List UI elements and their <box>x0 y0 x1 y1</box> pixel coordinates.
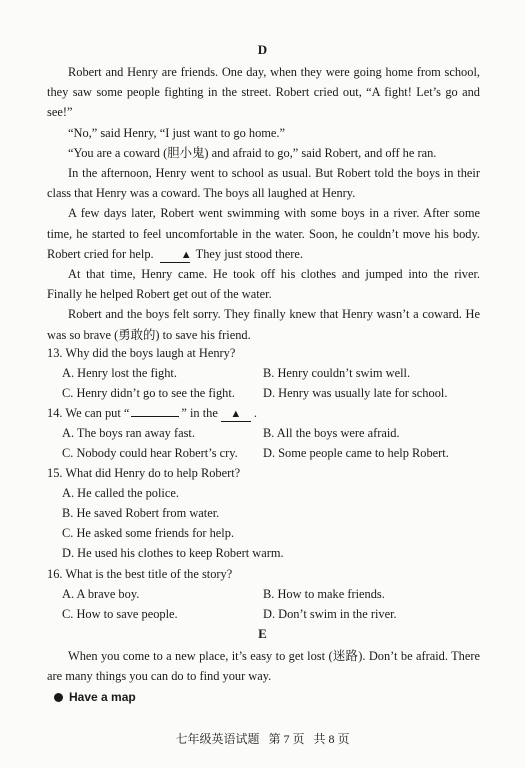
blank-marker: ▲ <box>160 248 190 263</box>
question-14-stem-start: 14. We can put “ <box>47 406 130 420</box>
answer-blank <box>131 404 179 417</box>
page-footer <box>0 730 525 747</box>
question-15-stem: 15. What did Henry do to help Robert? <box>47 466 241 480</box>
question-13-option-c[interactable]: C. Henry didn’t go to see the fight. <box>62 386 235 400</box>
section-e-title: E <box>258 626 267 641</box>
footer-total-pages: 共 8 页 <box>313 732 350 746</box>
passage-d-paragraph-4: In the afternoon, Henry went to school as usual. But Robert told the boys in their class that Henry was a coward. The boys all laughed at Henry. <box>47 166 480 201</box>
passage-d-paragraph-5-text: A few days later, Robert went swimming with some boys in a river. After some time, he started to feel uncomfortable in the water. Soon, he couldn’t move his body. Robert cried for help. <box>47 206 480 261</box>
passage-d-paragraph-1: Robert and Henry are friends. One day, when they were going home from school, they saw some people fighting in the street. Robert cried out, “A fight! Let’s go and see!” <box>47 65 480 120</box>
question-13-option-d[interactable]: D. Henry was usually late for school. <box>263 386 448 400</box>
blank-marker: ▲ <box>221 407 251 422</box>
question-14-option-b[interactable]: B. All the boys were afraid. <box>263 426 400 440</box>
question-14-option-d[interactable]: D. Some people came to help Robert. <box>263 446 449 460</box>
passage-d-paragraph-5 <box>47 203 480 264</box>
question-14-option-c[interactable]: C. Nobody could hear Robert’s cry. <box>62 446 238 460</box>
question-14-stem <box>47 403 487 423</box>
passage-e-intro: When you come to a new place, it’s easy to get lost (迷路). Don’t be afraid. There are many things you can do to find your way. <box>47 649 480 684</box>
question-16-option-b[interactable]: B. How to make friends. <box>263 587 385 601</box>
question-13-option-b[interactable]: B. Henry couldn’t swim well. <box>263 366 411 380</box>
question-15-option-b[interactable]: B. He saved Robert from water. <box>62 506 220 520</box>
question-13-stem: 13. Why did the boys laugh at Henry? <box>47 346 236 360</box>
passage-d-paragraph-6: At that time, Henry came. He took off his clothes and jumped into the river. Finally he helped Robert get out of the water. <box>47 267 480 302</box>
question-15-option-d[interactable]: D. He used his clothes to keep Robert warm. <box>62 546 284 560</box>
question-16-option-c[interactable]: C. How to save people. <box>62 607 178 621</box>
bullet-dot-icon <box>54 693 63 702</box>
question-14-stem-end: . <box>253 406 257 420</box>
passage-d-paragraph-5-end: They just stood there. <box>195 246 304 261</box>
footer-subject: 七年级英语试题 <box>175 732 260 746</box>
passage-d-paragraph-3: “You are a coward (胆小鬼) and afraid to go,” said Robert, and off he ran. <box>68 145 437 160</box>
section-d-title: D <box>257 42 268 57</box>
passage-d-paragraph-2: “No,” said Henry, “I just want to go home.” <box>68 125 286 140</box>
footer-page-number: 第 7 页 <box>268 732 305 746</box>
question-16-option-a[interactable]: A. A brave boy. <box>62 587 140 601</box>
question-15-option-a[interactable]: A. He called the police. <box>62 486 179 500</box>
question-16-stem: 16. What is the best title of the story? <box>47 567 233 581</box>
passage-d <box>47 62 480 345</box>
question-15-option-c[interactable]: C. He asked some friends for help. <box>62 526 235 540</box>
tip-heading-have-a-map <box>54 690 136 704</box>
passage-d-paragraph-7: Robert and the boys felt sorry. They finally knew that Henry wasn’t a coward. He was so brave (勇敢的) to save his friend. <box>47 307 480 342</box>
question-16-option-d[interactable]: D. Don’t swim in the river. <box>263 607 397 621</box>
tip-heading-label: Have a map <box>69 690 136 704</box>
question-14-option-a[interactable]: A. The boys ran away fast. <box>62 426 195 440</box>
question-13-option-a[interactable]: A. Henry lost the fight. <box>62 366 177 380</box>
question-14-stem-middle: ” in the <box>181 406 218 420</box>
passage-e <box>47 646 480 686</box>
